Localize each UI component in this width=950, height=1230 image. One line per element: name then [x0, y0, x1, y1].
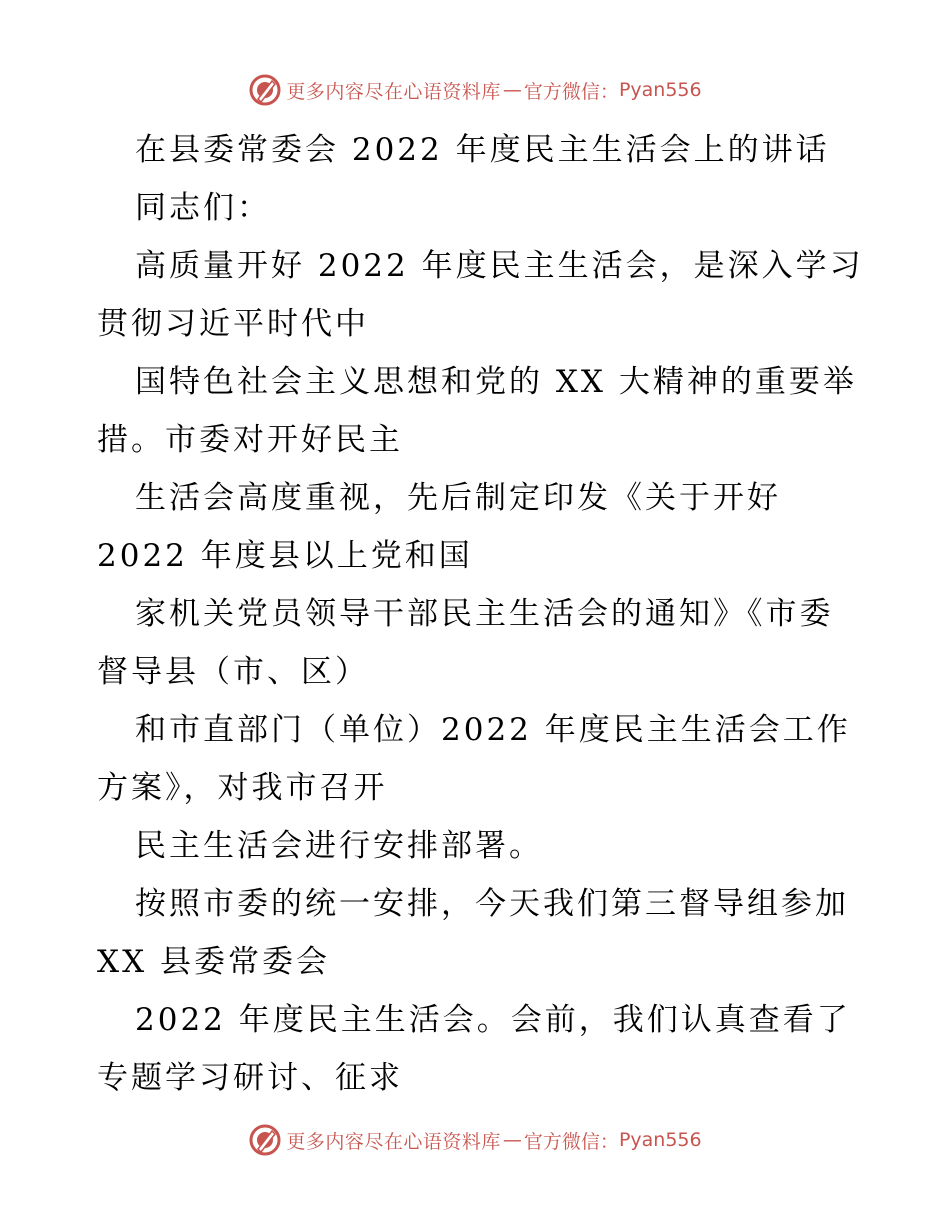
paragraph-line: 家机关党员领导干部民主生活会的通知》《市委: [135, 596, 834, 632]
paragraph-line: 民主生活会进行安排部署。: [135, 828, 543, 864]
watermark-label: 官方微信：: [523, 1130, 619, 1153]
paragraph-line: 2022 年度县以上党和国: [97, 538, 473, 574]
pen-logo-icon: [248, 73, 282, 107]
watermark-brand: 更多内容尽在心语资料库: [286, 1130, 501, 1153]
paragraph-line: 生活会高度重视，先后制定印发《关于开好: [135, 480, 781, 516]
watermark-dash: —: [502, 1129, 522, 1151]
pen-logo-icon: [248, 1123, 282, 1157]
watermark-brand: 更多内容尽在心语资料库: [286, 80, 501, 103]
paragraph-line: 和市直部门（单位）2022 年度民主生活会工作: [135, 712, 851, 748]
watermark-id: Pyan556: [618, 1129, 702, 1151]
paragraph-line: 贯彻习近平时代中: [97, 306, 369, 342]
paragraph-line: 高质量开好 2022 年度民主生活会，是深入学习: [135, 248, 864, 284]
paragraph-line: 督导县（市、区）: [97, 654, 369, 690]
paragraph-line: 按照市委的统一安排，今天我们第三督导组参加: [135, 886, 849, 922]
document-title: 在县委常委会 2022 年度民主生活会上的讲话: [135, 132, 830, 168]
salutation: 同志们：: [135, 190, 271, 226]
paragraph-line: XX 县委常委会: [97, 944, 330, 980]
paragraph-line: 方案》，对我市召开: [97, 770, 388, 806]
watermark-label: 官方微信：: [523, 80, 619, 103]
watermark-dash: —: [502, 79, 522, 101]
watermark-header: [0, 70, 950, 110]
watermark-footer: [0, 1120, 950, 1160]
paragraph-line: 2022 年度民主生活会。会前，我们认真查看了: [135, 1002, 851, 1038]
paragraph-line: 国特色社会主义思想和党的 XX 大精神的重要举: [135, 364, 857, 400]
paragraph-line: 专题学习研讨、征求: [97, 1060, 403, 1096]
paragraph-line: 措。市委对开好民主: [97, 422, 403, 458]
watermark-id: Pyan556: [618, 79, 702, 101]
